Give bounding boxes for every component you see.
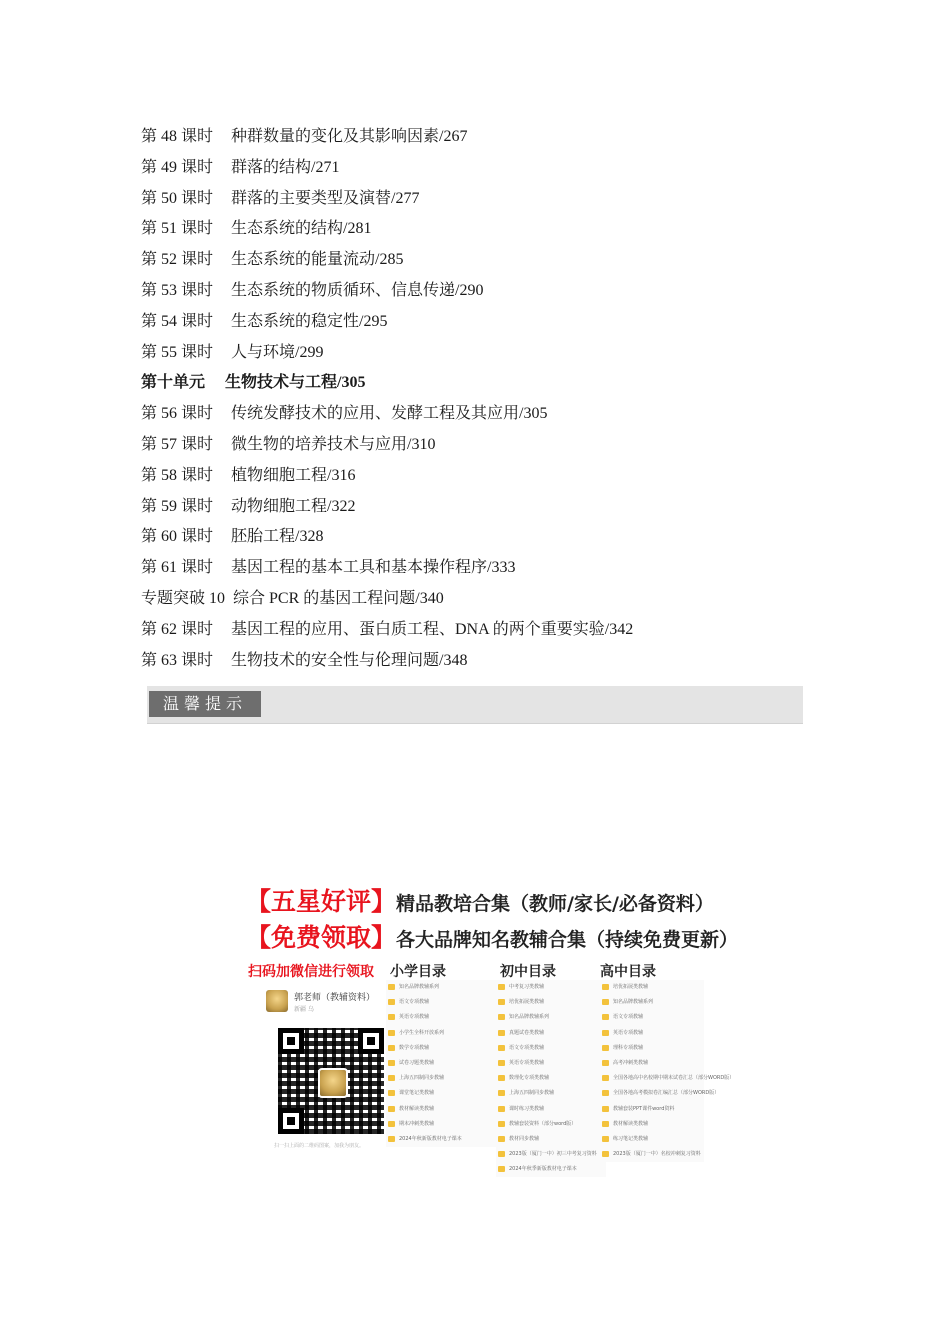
folder-item[interactable] <box>386 1010 496 1025</box>
toc-lesson-number: 第 55 课时 <box>141 343 214 361</box>
promo-line-1 <box>246 882 714 918</box>
scan-instruction: 扫码加微信进行领取 <box>248 964 374 980</box>
toc-topic: 种群数量的变化及其影响因素/267 <box>231 128 468 145</box>
toc-lesson-number: 第 62 课时 <box>141 620 214 638</box>
folder-label: 期末冲刺类教辅 <box>399 1120 435 1127</box>
promo-line-2 <box>246 918 738 954</box>
toc-topic: 基因工程的应用、蛋白质工程、DNA 的两个重要实验/342 <box>231 620 634 638</box>
toc-entry <box>141 245 841 276</box>
middle-catalog-title: 初中目录 <box>500 964 556 980</box>
folder-icon <box>388 1045 395 1051</box>
folder-label: 理科专项教辅 <box>613 1044 644 1051</box>
folder-label: 上海五四制同步教辅 <box>399 1075 445 1082</box>
promo-banner[interactable] <box>244 876 739 1173</box>
folder-item[interactable] <box>600 1117 704 1132</box>
folder-icon <box>388 1106 395 1112</box>
folder-item[interactable] <box>386 980 496 995</box>
folder-item[interactable] <box>600 995 704 1010</box>
toc-lesson-number: 第 60 课时 <box>141 528 214 546</box>
folder-icon <box>498 1014 505 1020</box>
folder-icon <box>602 1045 609 1051</box>
folder-item[interactable] <box>386 995 496 1010</box>
toc-lesson-number: 第 51 课时 <box>141 220 214 238</box>
folder-icon <box>602 1075 609 1081</box>
folder-icon <box>498 1136 505 1142</box>
folder-icon <box>602 1060 609 1066</box>
toc-entry <box>141 153 841 184</box>
toc-topic: 生态系统的能量流动/285 <box>231 251 404 269</box>
folder-icon <box>498 1045 505 1051</box>
toc-entry <box>141 338 841 369</box>
high-catalog-title: 高中目录 <box>600 964 656 980</box>
folder-label: 英语专项教辅 <box>399 1014 430 1021</box>
folder-label: 数学专项教辅 <box>399 1044 430 1051</box>
folder-label: 英语专项类教辅 <box>509 1059 545 1066</box>
folder-icon <box>498 1060 505 1066</box>
toc-topic: 生物技术的安全性与伦理问题/348 <box>231 651 468 669</box>
folder-item[interactable] <box>496 1056 606 1071</box>
toc-entry <box>141 214 841 245</box>
folder-icon <box>388 1136 395 1142</box>
primary-catalog-title: 小学目录 <box>390 964 446 980</box>
contact-footnote: 扫一扫上面的二维码图案，加我为朋友。 <box>274 1143 365 1149</box>
toc-unit-heading <box>141 368 841 399</box>
toc-lesson-number: 第 54 课时 <box>141 312 214 330</box>
folder-label: 全国各地高考模拟卷汇编汇总（部分WORD版） <box>613 1090 720 1097</box>
folder-label: 练习笔记类教辅 <box>613 1135 649 1142</box>
high-folder-list <box>600 980 735 1162</box>
folder-label: 全国各地高中名校期中期末试卷汇总（部分WORD版） <box>613 1075 735 1082</box>
toc-entry <box>141 430 841 461</box>
folder-icon <box>602 1121 609 1127</box>
folder-label: 语文专项教辅 <box>613 1014 644 1021</box>
toc-lesson-number: 第 59 课时 <box>141 497 214 515</box>
tip-bar <box>147 686 803 724</box>
folder-item[interactable] <box>600 1071 735 1086</box>
folder-icon <box>602 1151 609 1157</box>
toc-topic: 生态系统的稳定性/295 <box>231 312 388 330</box>
toc-lesson-number: 第 50 课时 <box>141 189 214 207</box>
folder-icon <box>602 1090 609 1096</box>
folder-item[interactable] <box>386 1026 496 1041</box>
folder-label: 教材解读类教辅 <box>399 1105 435 1112</box>
toc-topic: 生态系统的结构/281 <box>231 220 372 238</box>
toc-lesson-number: 第 58 课时 <box>141 466 214 484</box>
folder-item[interactable] <box>386 1117 496 1132</box>
toc-topic: 动物细胞工程/322 <box>231 497 356 515</box>
promo-line-2-tag: 【免费领取】 <box>246 923 397 952</box>
folder-icon <box>388 1030 395 1036</box>
folder-label: 知名品牌教辅系列 <box>509 1014 550 1021</box>
toc-topic: 胚胎工程/328 <box>231 528 324 546</box>
folder-icon <box>388 1060 395 1066</box>
folder-item[interactable] <box>600 980 704 995</box>
folder-icon <box>498 1121 505 1127</box>
folder-label: 试卷习题类教辅 <box>399 1059 435 1066</box>
folder-icon <box>602 1136 609 1142</box>
folder-item[interactable] <box>496 1071 606 1086</box>
folder-item[interactable] <box>386 1056 496 1071</box>
folder-icon <box>388 1075 395 1081</box>
toc-topic: 基因工程的基本工具和基本操作程序/333 <box>231 559 516 577</box>
promo-line-1-text: 精品教培合集（教师/家长/必备资料） <box>396 893 714 915</box>
toc-topic: 群落的结构/271 <box>231 158 340 176</box>
folder-icon <box>602 1014 609 1020</box>
folder-label: 英语专项教辅 <box>613 1029 644 1036</box>
folder-label: 数理化专项类教辅 <box>509 1075 550 1082</box>
folder-item[interactable] <box>386 1071 496 1086</box>
folder-item[interactable] <box>386 1102 496 1117</box>
folder-item[interactable] <box>496 1132 606 1147</box>
folder-icon <box>498 1090 505 1096</box>
folder-icon <box>602 984 609 990</box>
folder-label: 教辅套装PPT课件word资料 <box>613 1105 675 1112</box>
folder-label: 培优拓展类教辅 <box>509 999 545 1006</box>
qr-code-icon[interactable] <box>278 1028 384 1134</box>
toc-entry <box>141 522 841 553</box>
folder-label: 教材解读类教辅 <box>613 1120 649 1127</box>
folder-label: 真题试卷类教辅 <box>509 1029 545 1036</box>
folder-item[interactable] <box>386 1086 496 1101</box>
folder-label: 教材同步教辅 <box>509 1135 540 1142</box>
folder-label: 2024年秋新版教材电子课本 <box>399 1135 462 1142</box>
folder-label: 中考复习类教辅 <box>509 984 545 990</box>
contact-location: 新疆 乌 <box>294 1006 314 1013</box>
toc-lesson-number: 第十单元 <box>141 374 206 392</box>
toc-lesson-number: 第 52 课时 <box>141 251 214 269</box>
folder-item[interactable] <box>496 1147 606 1162</box>
folder-icon <box>498 999 505 1005</box>
folder-item[interactable] <box>600 1102 704 1117</box>
folder-label: 语文专项教辅 <box>399 999 430 1006</box>
folder-icon <box>388 1014 395 1020</box>
toc-topic: 生态系统的物质循环、信息传递/290 <box>231 281 484 299</box>
toc-topic: 植物细胞工程/316 <box>231 466 356 484</box>
folder-label: 课堂笔记类教辅 <box>399 1090 435 1097</box>
folder-label: 语文专项类教辅 <box>509 1044 545 1051</box>
toc-entry <box>141 553 841 584</box>
folder-label: 知名品牌教辅系列 <box>399 984 440 990</box>
toc-entry <box>141 399 841 430</box>
folder-item[interactable] <box>600 1147 704 1162</box>
middle-folder-list <box>496 980 606 1177</box>
folder-item[interactable] <box>600 1056 704 1071</box>
folder-item[interactable] <box>600 1026 704 1041</box>
toc-lesson-number: 第 63 课时 <box>141 651 214 669</box>
folder-icon <box>498 1106 505 1112</box>
promo-line-1-tag: 【五星好评】 <box>246 887 397 916</box>
folder-item[interactable] <box>496 995 606 1010</box>
folder-label: 课时练习类教辅 <box>509 1105 545 1112</box>
folder-label: 培优拓展类教辅 <box>613 984 649 990</box>
toc-entry <box>141 276 841 307</box>
folder-label: 2023版（厦门一中）名校冲刺复习资料 <box>613 1151 701 1158</box>
toc-lesson-number: 专题突破 10 <box>141 589 226 607</box>
folder-item[interactable] <box>496 1026 606 1041</box>
toc-topic: 综合 PCR 的基因工程问题/340 <box>233 589 444 607</box>
folder-label: 知名品牌教辅系列 <box>613 999 654 1006</box>
folder-item[interactable] <box>496 980 606 995</box>
folder-icon <box>388 1090 395 1096</box>
folder-label: 教辅套装资料（部分word版） <box>509 1120 577 1127</box>
toc-entry <box>141 646 841 677</box>
folder-item[interactable] <box>600 1086 720 1101</box>
folder-label: 上海五四制同步教辅 <box>509 1090 555 1097</box>
contact-name: 郭老师（教辅资料） <box>294 993 376 1003</box>
folder-item[interactable] <box>496 1010 606 1025</box>
folder-item[interactable] <box>600 1132 704 1147</box>
folder-item[interactable] <box>496 1102 606 1117</box>
folder-label: 2024年秋季新版教材电子课本 <box>509 1166 577 1173</box>
toc-entry <box>141 461 841 492</box>
folder-icon <box>602 1106 609 1112</box>
primary-folder-list <box>386 980 496 1147</box>
folder-icon <box>388 984 395 990</box>
toc-lesson-number: 第 49 课时 <box>141 158 214 176</box>
folder-label: 小学生全科开放系列 <box>399 1029 445 1036</box>
folder-icon <box>388 999 395 1005</box>
toc-topic: 微生物的培养技术与应用/310 <box>231 435 436 453</box>
table-of-contents <box>141 122 841 676</box>
folder-item[interactable] <box>496 1041 606 1056</box>
folder-item[interactable] <box>600 1010 704 1025</box>
folder-item[interactable] <box>496 1086 606 1101</box>
folder-icon <box>498 1151 505 1157</box>
toc-lesson-number: 第 61 课时 <box>141 559 214 577</box>
toc-lesson-number: 第 53 课时 <box>141 281 214 299</box>
toc-topic: 传统发酵技术的应用、发酵工程及其应用/305 <box>231 405 548 423</box>
toc-entry <box>141 122 841 153</box>
toc-lesson-number: 第 48 课时 <box>141 128 214 145</box>
toc-lesson-number: 第 57 课时 <box>141 435 214 453</box>
folder-icon <box>498 1166 505 1172</box>
toc-entry <box>141 492 841 523</box>
toc-topic: 群落的主要类型及演替/277 <box>231 189 420 207</box>
promo-line-2-text: 各大品牌知名教辅合集（持续免费更新） <box>396 929 739 951</box>
toc-entry <box>141 584 841 615</box>
toc-entry <box>141 307 841 338</box>
toc-lesson-number: 第 56 课时 <box>141 405 214 423</box>
folder-icon <box>498 984 505 990</box>
folder-icon <box>388 1121 395 1127</box>
tip-label: 温馨提示 <box>149 691 261 717</box>
avatar <box>266 990 288 1012</box>
folder-icon <box>498 1030 505 1036</box>
contact-card <box>256 984 376 1154</box>
toc-topic: 人与环境/299 <box>231 343 324 361</box>
folder-item[interactable] <box>496 1162 606 1177</box>
toc-topic: 生物技术与工程/305 <box>225 374 366 392</box>
folder-label: 2023版（厦门一中）初三中考复习资料 <box>509 1151 597 1158</box>
toc-entry <box>141 184 841 215</box>
folder-item[interactable] <box>600 1041 704 1056</box>
folder-item[interactable] <box>386 1132 496 1147</box>
folder-item[interactable] <box>496 1117 606 1132</box>
toc-entry <box>141 615 841 646</box>
folder-icon <box>498 1075 505 1081</box>
folder-item[interactable] <box>386 1041 496 1056</box>
folder-label: 高考冲刺类教辅 <box>613 1059 649 1066</box>
folder-icon <box>602 1030 609 1036</box>
folder-icon <box>602 999 609 1005</box>
